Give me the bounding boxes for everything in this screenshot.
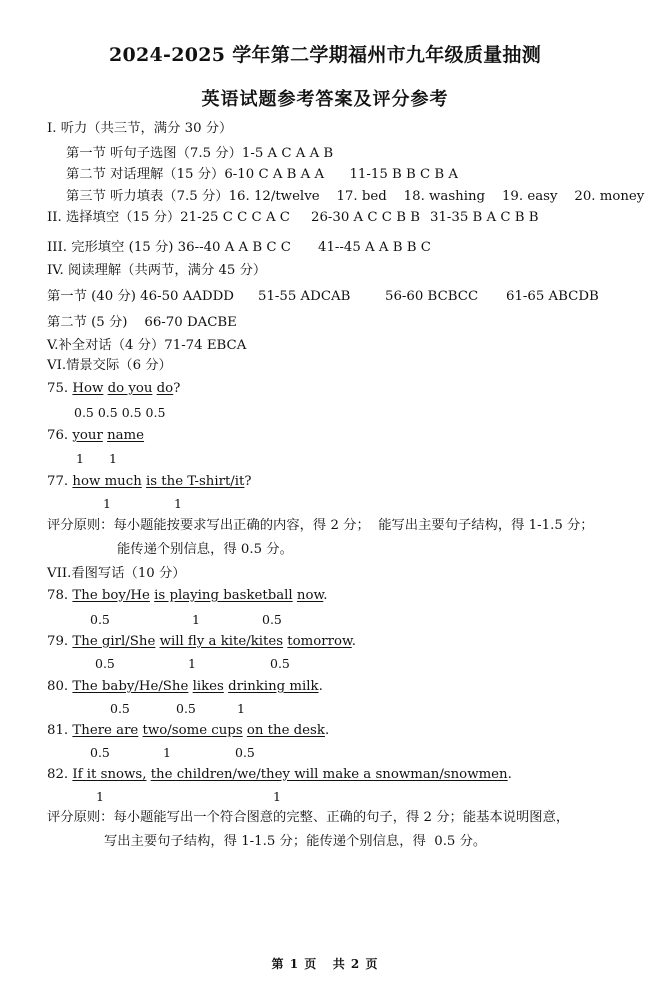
answer-chunk: How [72,381,104,396]
part7-heading: VII.看图写话（10 分） [47,566,186,581]
answer-chunk: now [296,588,324,603]
part3-group2: 41--45 A A B B C [318,240,431,255]
answer-chunk: The boy/He [72,588,150,603]
answer-chunk: The baby/He/She [72,679,189,694]
answer-chunk: the children/we/they will make a snowman/snowmen [150,767,508,782]
answer-chunk: drinking milk [228,679,319,694]
score-value: 1 [273,789,281,804]
question-number: 81. [47,723,69,738]
answer-chunk: will fly a kite/kites [159,634,284,649]
score-value: 0.5 [270,656,290,671]
answer-chunk: on the desk [246,723,325,738]
part1-heading: I. 听力（共三节，满分 30 分） [47,121,233,136]
scoring-rule-continued: 能传递个别信息，得 0.5 分。 [117,542,293,557]
question-80: 80. The baby/He/She likes drinking milk. [47,679,323,694]
score-value: 0.5 [90,745,110,760]
question-number: 82. [47,767,69,782]
document-title: 2024-2025 学年第二学期福州市九年级质量抽测 [108,44,542,66]
score-row: 0.5 0.5 0.5 0.5 [74,405,166,420]
score-value: 0.5 [176,701,196,716]
part3-label: III. 完形填空 (15 分) 36--40 A A B C C [47,240,291,255]
answer-chunk: There are [72,723,139,738]
answer-chunk: two/some cups [142,723,243,738]
answer-chunk: do you [107,381,153,396]
score-value: 1 [96,789,104,804]
scoring-rule: 评分原则：每小题能按要求写出正确的内容，得 2 分； 能写出主要句子结构，得 1-1.5 分； [47,518,594,533]
score-value: 0.5 [95,656,115,671]
part4-heading: IV. 阅读理解（共两节，满分 45 分） [47,263,267,278]
scoring-rule-continued: 写出主要句子结构，得 1-1.5 分；能传递个别信息，得 0.5 分。 [104,834,487,849]
question-81: 81. There are two/some cups on the desk. [47,723,330,738]
page-footer: 第 1 页 共 2 页 [271,957,379,971]
question-number: 80. [47,679,69,694]
part4-section1-group4: 61-65 ABCDB [506,289,599,304]
score-value: 0.5 [262,612,282,627]
question-number: 78. [47,588,69,603]
part1-section3: 第三节 听力填表（7.5 分）16. 12/twelve 17. bed 18. washing 19. easy 20. money [66,189,645,204]
part6-heading: VI.情景交际（6 分） [47,358,172,373]
question-number: 79. [47,634,69,649]
score-value: 1 [237,701,245,716]
part2-group3: 31-35 B A C B B [430,210,539,225]
part2-group2: 26-30 A C C B B [311,210,420,225]
question-number: 76. [47,428,69,443]
score-value: 1 [109,451,117,466]
question-77: 77. how much is the T-shirt/it? [47,474,252,489]
part4-section1-label: 第一节 (40 分) 46-50 AADDD [47,289,234,304]
score-value: 1 [188,656,196,671]
part4-section1-group2: 51-55 ADCAB [258,289,351,304]
answer-chunk: likes [192,679,224,694]
answer-chunk: how much [72,474,142,489]
answer-chunk: do [156,381,174,396]
question-number: 77. [47,474,69,489]
question-number: 75. [47,381,69,396]
answer-chunk: tomorrow [287,634,352,649]
answer-chunk: is the T-shirt/it [146,474,245,489]
part2-label: II. 选择填空（15 分）21-25 C C C A C [47,210,290,225]
score-value: 1 [163,745,171,760]
document-subtitle: 英语试题参考答案及评分参考 [201,89,449,110]
score-value: 0.5 [110,701,130,716]
scoring-rule: 评分原则：每小题能写出一个符合图意的完整、正确的句子，得 2 分；能基本说明图意， [47,810,570,825]
part1-section2: 第二节 对话理解（15 分）6-10 C A B A A 11-15 B B C B A [66,167,459,182]
score-value: 0.5 [90,612,110,627]
part5-label: V.补全对话（4 分）71-74 EBCA [47,338,247,353]
part1-section1: 第一节 听句子选图（7.5 分）1-5 A C A A B [66,146,334,161]
score-value: 1 [192,612,200,627]
answer-chunk: The girl/She [72,634,156,649]
answer-chunk: If it snows, [72,767,147,782]
score-value: 1 [76,451,84,466]
question-82: 82. If it snows, the children/we/they will make a snowman/snowmen. [47,767,512,782]
answer-chunk: is playing basketball [154,588,293,603]
score-value: 1 [103,496,111,511]
question-76 [47,428,144,444]
score-value: 0.5 [235,745,255,760]
score-value: 1 [174,496,182,511]
question-78: 78. The boy/He is playing basketball now. [47,588,328,603]
question-79: 79. The girl/She will fly a kite/kites tomorrow. [47,634,356,649]
part4-section2: 第二节 (5 分) 66-70 DACBE [47,315,237,330]
answer-chunk: name [107,428,145,443]
answer-chunk: your [72,428,103,443]
part4-section1-group3: 56-60 BCBCC [385,289,479,304]
question-75: 75. How do you do? [47,381,181,396]
